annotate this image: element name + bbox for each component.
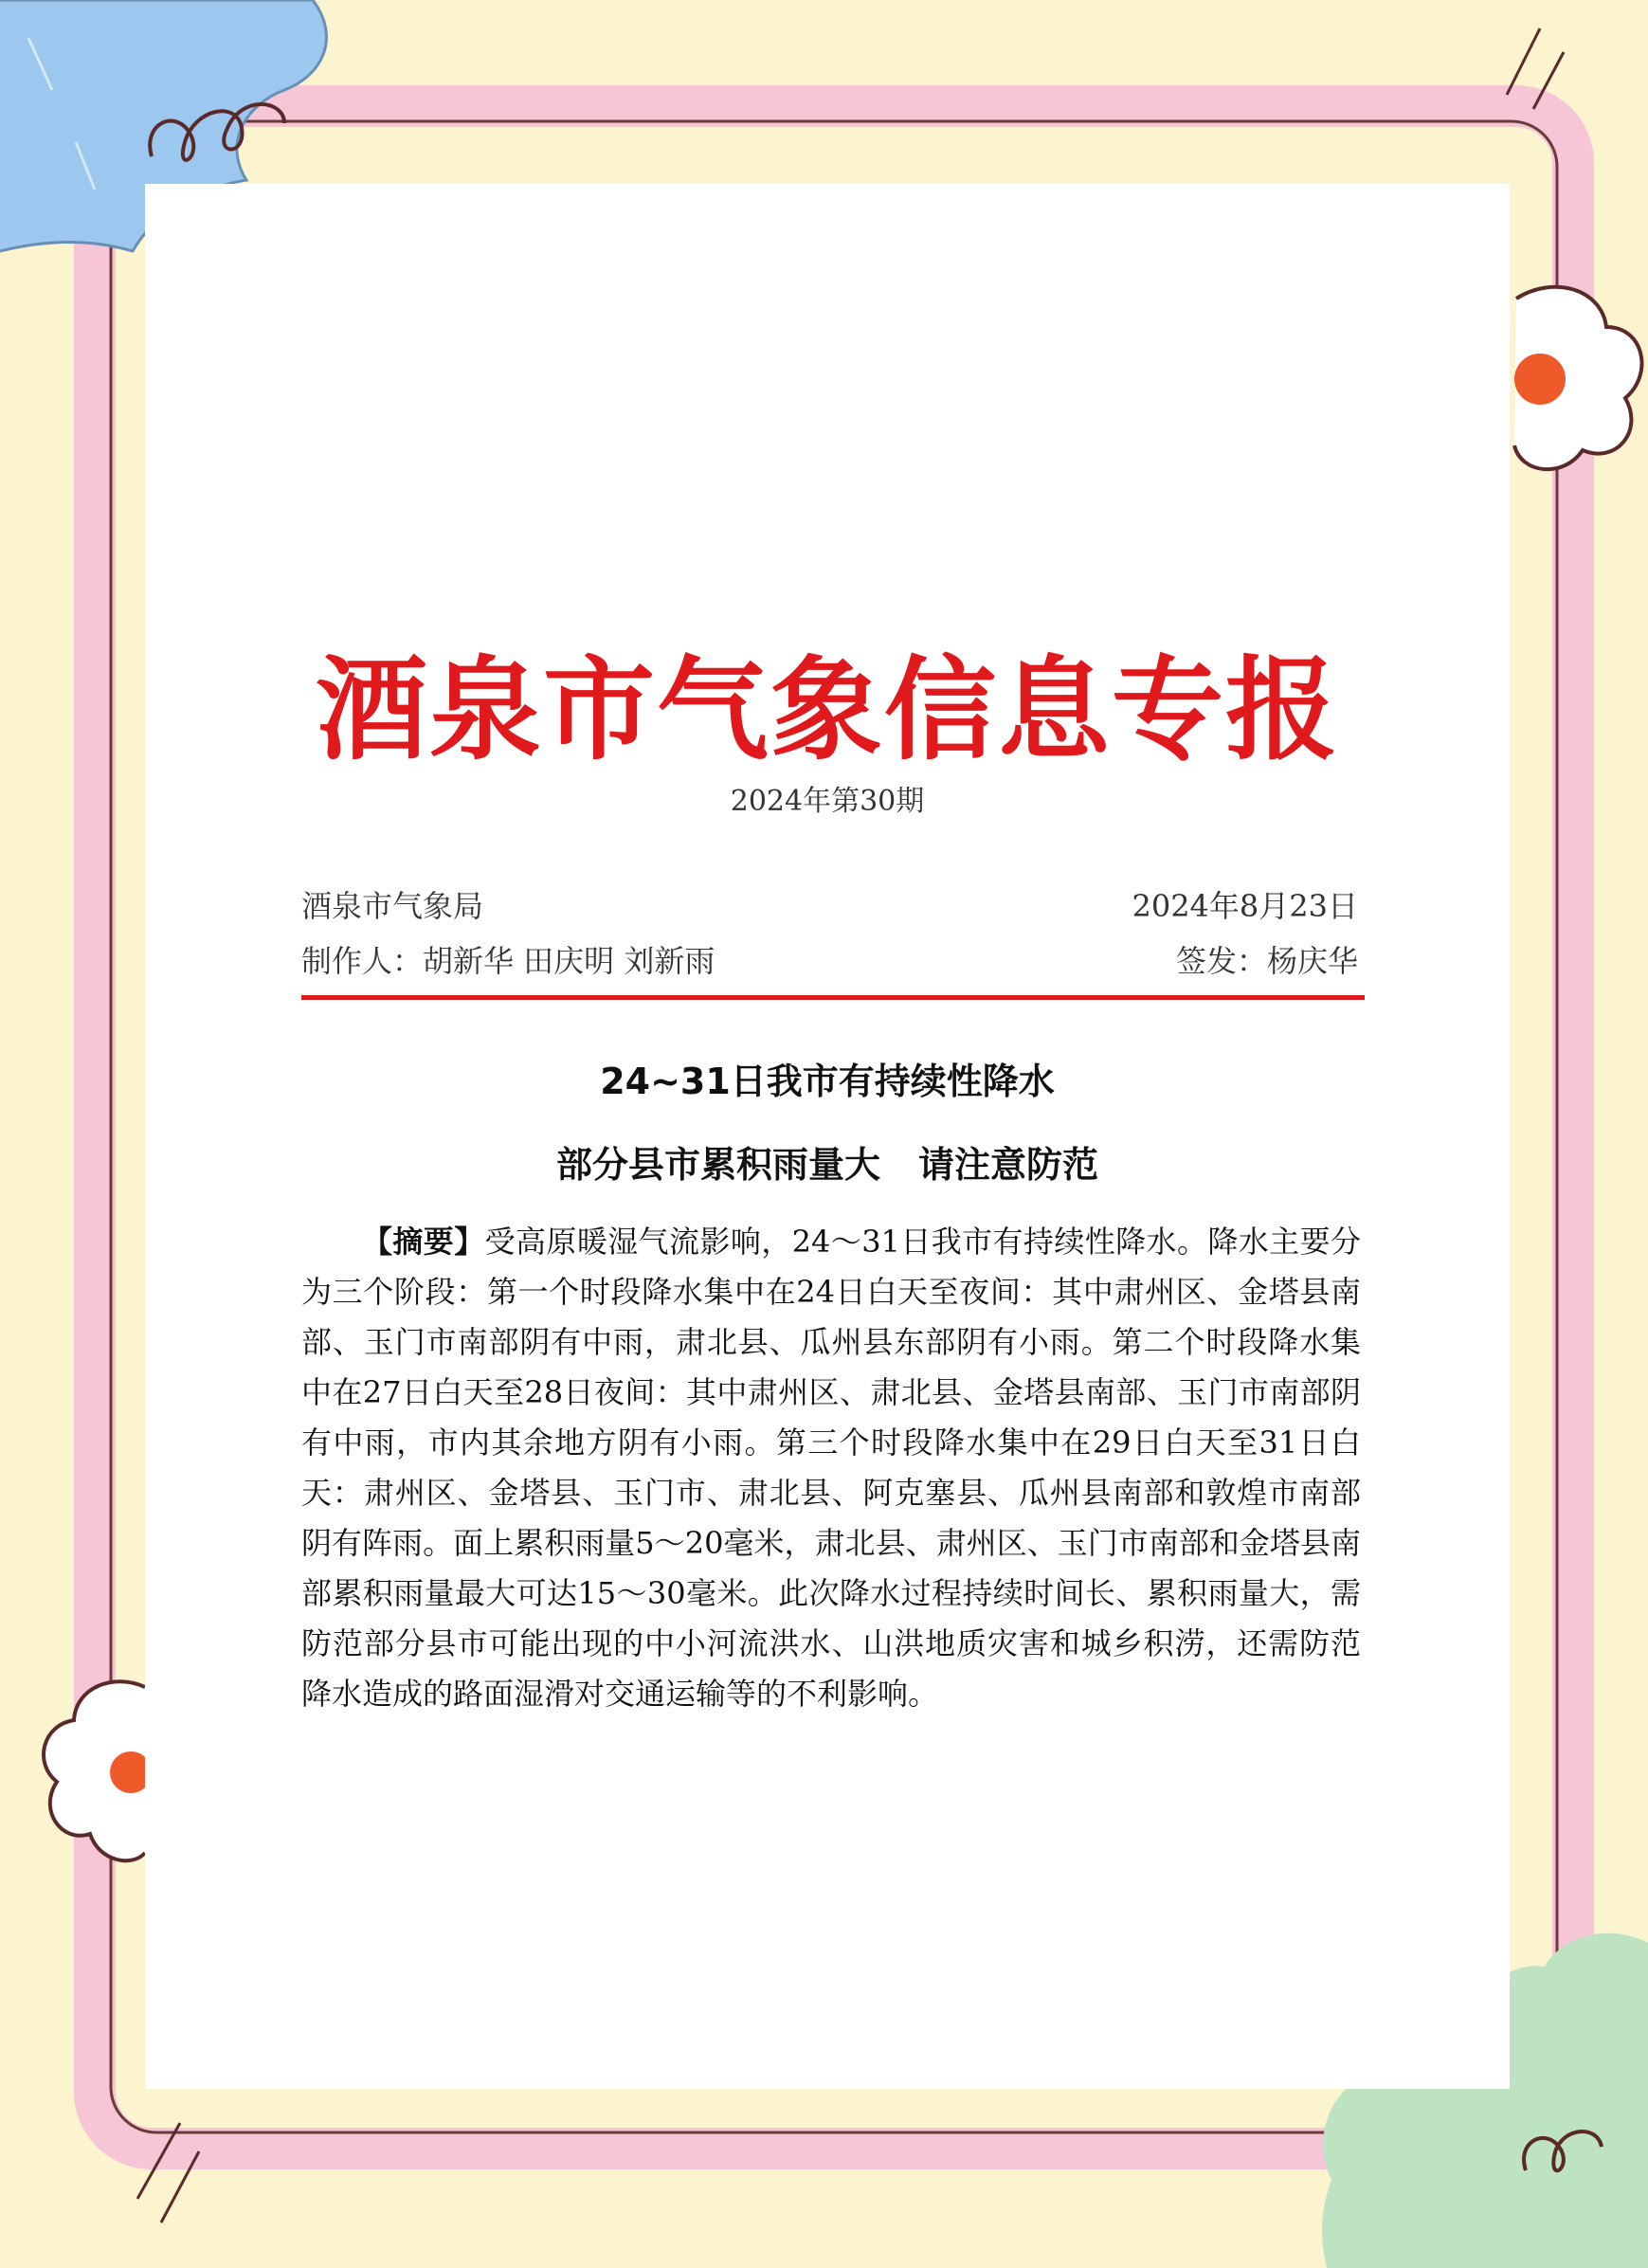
meta-row-bureau-date — [301, 882, 1358, 926]
report-date: 2024年8月23日 — [1132, 888, 1358, 924]
issue-number: 2024年第30期 — [730, 785, 925, 818]
red-separator-line — [301, 995, 1365, 1000]
summary-label: 【摘要】 — [362, 1224, 485, 1260]
meta-row-producers-signer — [301, 937, 1358, 981]
summary-text: 受高原暖湿气流影响，24～31日我市有持续性降水。降水主要分为三个阶段：第一个时段降水集中在24日白天至夜间：其中肃州区、金塔县南部、玉门市南部阴有中雨，肃北县、瓜州县东部阴有小雨。第二个时段降水集中在27日白天至28日夜间：其中肃州区、肃北县、金塔县南部、玉门市南部阴有中雨，市内其余地方阴有小雨。第三个时段降水集中在29日白天至31日白天：肃州区、金塔县、玉门市、肃北县、阿克塞县、瓜州县南部和敦煌市南部阴有阵雨。面上累积雨量5～20毫米，肃北县、肃州区、玉门市南部和金塔县南部累积雨量最大可达15～30毫米。此次降水过程持续时间长、累积雨量大，需防范部分县市可能出现的中小河流洪水、山洪地质灾害和城乡积涝，还需防范降水造成的路面湿滑对交通运输等的不利影响。 — [301, 1224, 1361, 1712]
producers: 制作人：胡新华 田庆明 刘新雨 — [301, 943, 715, 979]
flower-decoration-left — [44, 1681, 152, 1860]
summary-paragraph — [301, 1217, 1361, 1719]
headline-line-2b: 请注意防范 — [918, 1144, 1099, 1186]
headline-line-2a: 部分县市累积雨量大 — [555, 1144, 880, 1186]
document-page — [145, 184, 1510, 2089]
headline-line-1: 24~31日我市有持续性降水 — [600, 1061, 1055, 1102]
signer: 签发：杨庆华 — [1175, 943, 1358, 979]
report-title: 酒泉市气象信息专报 — [315, 644, 1339, 775]
bureau-name: 酒泉市气象局 — [301, 888, 484, 924]
flower-decoration-right — [1514, 287, 1641, 469]
headline-line-2 — [145, 1135, 1510, 1188]
